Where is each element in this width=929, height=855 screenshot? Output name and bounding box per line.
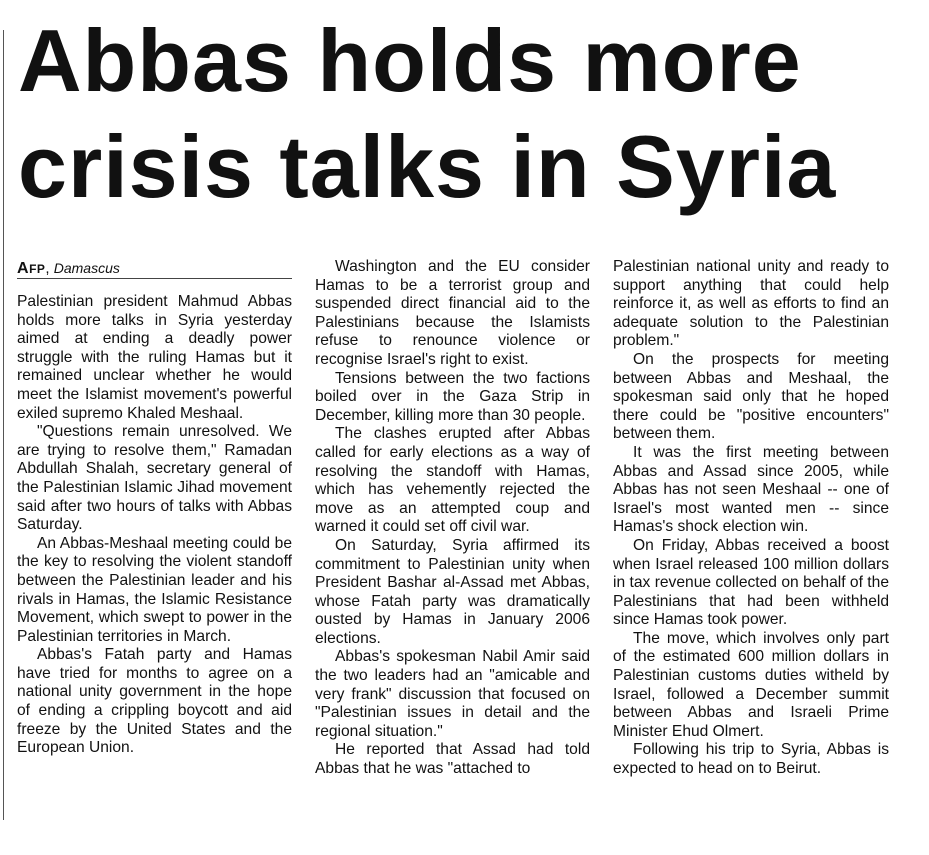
paragraph: An Abbas-Meshaal meeting could be the key to resolving the violent standoff between the Palestinian leader and his rivals in Hamas, the Islamic Resistance Movement, which swept to power in the Palestinian territories in March. <box>17 534 292 645</box>
paragraph: On Friday, Abbas received a boost when Israel released 100 million dollars in tax revenue collected on behalf of the Palestinians that had been withheld since Hamas took power. <box>613 536 889 629</box>
paragraph: Palestinian national unity and ready to support anything that could help reinforce it, as well as efforts to find an adequate solution to the Palestinian problem." <box>613 258 889 350</box>
paragraph: The move, which involves only part of the estimated 600 million dollars in Palestinian customs duties witheld by Israel, followed a December summit between Abbas and Israeli Prime Minister Ehud Olmert. <box>613 629 889 740</box>
headline <box>18 8 918 220</box>
article-column-1 <box>17 258 292 758</box>
paragraph: Abbas's Fatah party and Hamas have tried for months to agree on a national unity government in the hope of ending a crippling boycott and aid freeze by the United States and the European Union. <box>17 646 292 757</box>
byline-separator: , <box>45 260 50 277</box>
headline-line-1: Abbas holds more <box>18 11 802 110</box>
column-rule <box>3 30 4 820</box>
paragraph: He reported that Assad had told Abbas that he was "attached to <box>315 741 590 778</box>
paragraph: The clashes erupted after Abbas called for early elections as a way of resolving the standoff with Hamas, which has vehemently rejected the move as an attempted coup and warned it could set off civil war. <box>315 425 590 536</box>
agency-name: AFP <box>17 260 46 277</box>
paragraph: Washington and the EU consider Hamas to be a terrorist group and suspended direct financial aid to the Palestinians because the Islamists refuse to renounce violence or recognise Israel's right to exist. <box>315 258 590 368</box>
paragraph: Palestinian president Mahmud Abbas holds more talks in Syria yesterday aimed at ending a deadly power struggle with the ruling Hamas but it remained unclear whether he would meet the Islamist movement's powerful exiled supremo Khaled Meshaal. <box>17 293 292 422</box>
article-column-3 <box>613 258 889 779</box>
dateline-location: Damascus <box>53 260 120 276</box>
paragraph: On Saturday, Syria affirmed its commitment to Palestinian unity when President Bashar al-Assad met Abbas, whose Fatah party was dramatically ousted by Hamas in January 2006 elections. <box>315 536 590 647</box>
article-column-2 <box>315 258 590 779</box>
paragraph: Abbas's spokesman Nabil Amir said the two leaders had an "amicable and very frank" discussion that focused on "Palestinian issues in detail and the regional situation." <box>315 648 590 740</box>
paragraph: Following his trip to Syria, Abbas is expected to head on to Beirut. <box>613 741 889 778</box>
paragraph: Tensions between the two factions boiled over in the Gaza Strip in December, killing more than 30 people. <box>315 369 590 424</box>
paragraph: "Questions remain unresolved. We are trying to resolve them," Ramadan Abdullah Shalah, secretary general of the Palestinian Islamic Jihad movement said after two hours of talks with Abbas Saturday. <box>17 423 292 534</box>
headline-line-2: crisis talks in Syria <box>18 117 837 216</box>
paragraph: It was the first meeting between Abbas and Assad since 2005, while Abbas has not seen Meshaal -- one of Israel's most wanted men -- since Hamas's shock election win. <box>613 443 889 536</box>
paragraph: On the prospects for meeting between Abbas and Meshaal, the spokesman said only that he hoped there could be "positive encounters" between them. <box>613 350 889 443</box>
byline <box>17 258 292 279</box>
